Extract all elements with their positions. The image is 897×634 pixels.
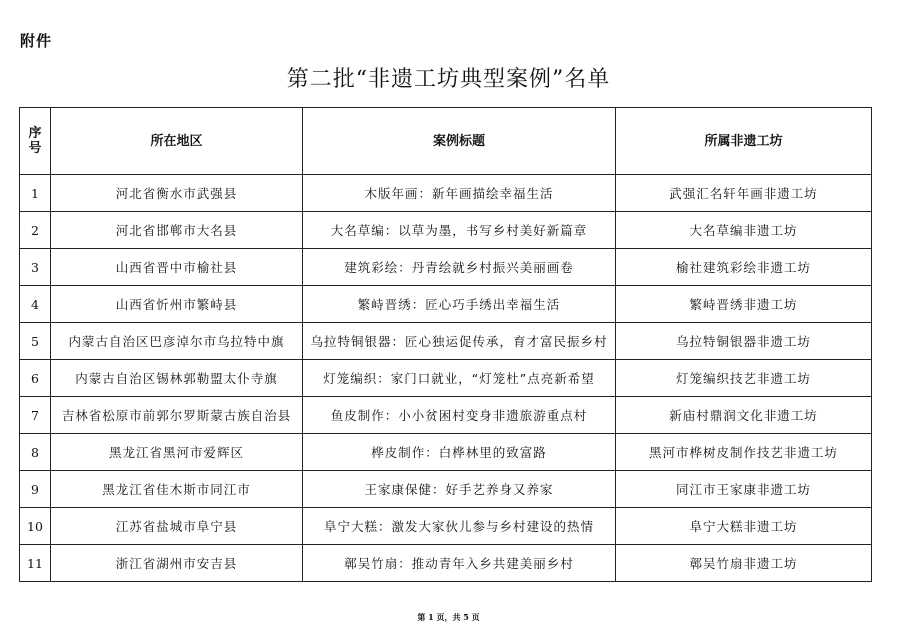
header-workshop: 所属非遗工坊 <box>616 108 872 175</box>
page-title: 第二批“非遗工坊典型案例”名单 <box>286 67 611 92</box>
cell-workshop: 武强汇名轩年画非遗工坊 <box>616 175 872 212</box>
cell-workshop: 鄣吴竹扇非遗工坊 <box>616 545 872 582</box>
table-row <box>20 249 872 286</box>
table-row <box>20 212 872 249</box>
cell-workshop: 同江市王家康非遗工坊 <box>616 471 872 508</box>
table-row <box>20 397 872 434</box>
table-row <box>20 508 872 545</box>
cell-num: 3 <box>20 249 51 286</box>
cell-region: 内蒙古自治区巴彦淖尔市乌拉特中旗 <box>51 323 303 360</box>
cell-case-title: 鱼皮制作：小小贫困村变身非遗旅游重点村 <box>303 397 616 434</box>
header-case-title: 案例标题 <box>303 108 616 175</box>
table-body <box>20 175 872 582</box>
cell-region: 浙江省湖州市安吉县 <box>51 545 303 582</box>
cell-case-title: 王家康保健：好手艺养身又养家 <box>303 471 616 508</box>
cell-region: 黑龙江省佳木斯市同江市 <box>51 471 303 508</box>
cell-workshop: 新庙村鼎润文化非遗工坊 <box>616 397 872 434</box>
table-row <box>20 175 872 212</box>
case-list-table <box>19 107 872 582</box>
table-row <box>20 434 872 471</box>
cell-workshop: 灯笼编织技艺非遗工坊 <box>616 360 872 397</box>
cell-workshop: 阜宁大糕非遗工坊 <box>616 508 872 545</box>
table-row <box>20 360 872 397</box>
table-row <box>20 471 872 508</box>
cell-case-title: 灯笼编织：家门口就业，“灯笼杜”点亮新希望 <box>303 360 616 397</box>
cell-num: 2 <box>20 212 51 249</box>
cell-case-title: 繁峙晋绣：匠心巧手绣出幸福生活 <box>303 286 616 323</box>
cell-num: 6 <box>20 360 51 397</box>
cell-num: 5 <box>20 323 51 360</box>
cell-workshop: 黑河市桦树皮制作技艺非遗工坊 <box>616 434 872 471</box>
cell-region: 吉林省松原市前郭尔罗斯蒙古族自治县 <box>51 397 303 434</box>
header-num: 序号 <box>20 108 51 175</box>
cell-workshop: 大名草编非遗工坊 <box>616 212 872 249</box>
cell-workshop: 榆社建筑彩绘非遗工坊 <box>616 249 872 286</box>
cell-num: 7 <box>20 397 51 434</box>
cell-num: 9 <box>20 471 51 508</box>
page-footer: 第 1 页，共 5 页 <box>417 612 480 622</box>
cell-workshop: 乌拉特铜银器非遗工坊 <box>616 323 872 360</box>
cell-case-title: 鄣吴竹扇：推动青年入乡共建美丽乡村 <box>303 545 616 582</box>
table-header-row <box>20 108 872 175</box>
cell-case-title: 阜宁大糕：激发大家伙儿参与乡村建设的热情 <box>303 508 616 545</box>
table-row <box>20 323 872 360</box>
cell-num: 10 <box>20 508 51 545</box>
cell-region: 内蒙古自治区锡林郭勒盟太仆寺旗 <box>51 360 303 397</box>
cell-case-title: 乌拉特铜银器：匠心独运促传承，育才富民振乡村 <box>303 323 616 360</box>
cell-region: 黑龙江省黑河市爱辉区 <box>51 434 303 471</box>
cell-region: 河北省邯郸市大名县 <box>51 212 303 249</box>
cell-case-title: 大名草编：以草为墨，书写乡村美好新篇章 <box>303 212 616 249</box>
cell-num: 11 <box>20 545 51 582</box>
cell-case-title: 桦皮制作：白桦林里的致富路 <box>303 434 616 471</box>
cell-region: 山西省忻州市繁峙县 <box>51 286 303 323</box>
cell-num: 1 <box>20 175 51 212</box>
cell-region: 河北省衡水市武强县 <box>51 175 303 212</box>
cell-region: 江苏省盐城市阜宁县 <box>51 508 303 545</box>
cell-workshop: 繁峙晋绣非遗工坊 <box>616 286 872 323</box>
cell-num: 4 <box>20 286 51 323</box>
table-row <box>20 286 872 323</box>
cell-case-title: 木版年画：新年画描绘幸福生活 <box>303 175 616 212</box>
attachment-label: 附件 <box>20 32 53 50</box>
table-row <box>20 545 872 582</box>
header-region: 所在地区 <box>51 108 303 175</box>
cell-num: 8 <box>20 434 51 471</box>
cell-region: 山西省晋中市榆社县 <box>51 249 303 286</box>
cell-case-title: 建筑彩绘：丹青绘就乡村振兴美丽画卷 <box>303 249 616 286</box>
